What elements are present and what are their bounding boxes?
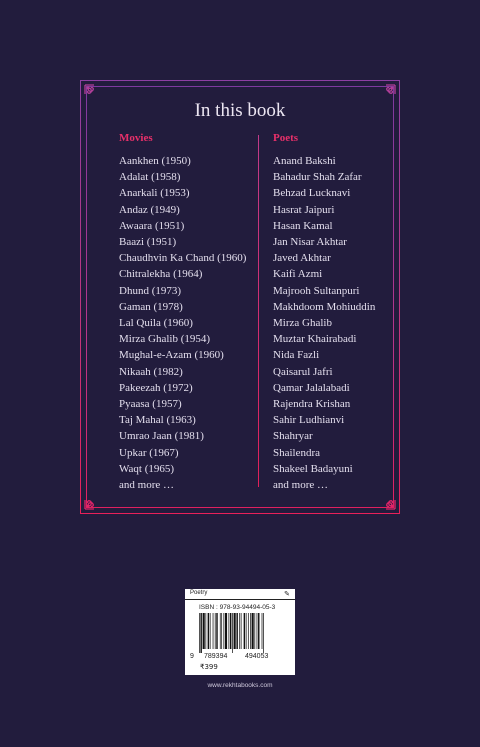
category-label: Poetry — [190, 590, 208, 596]
poet-item: Rajendra Krishan — [273, 398, 351, 411]
movie-item: Chaudhvin Ka Chand (1960) — [119, 252, 247, 265]
poet-item: Shakeel Badayuni — [273, 462, 353, 475]
poet-item: Hasrat Jaipuri — [273, 203, 335, 216]
label-header — [185, 589, 295, 600]
poet-item: Qaisarul Jafri — [273, 365, 333, 378]
barcode-digit-group-1: 789394 — [204, 653, 228, 660]
movie-item: Pakeezah (1972) — [119, 381, 193, 394]
poet-item: Hasan Kamal — [273, 219, 333, 232]
barcode-digit-prefix: 9 — [190, 653, 194, 660]
movie-item: Adalat (1958) — [119, 171, 181, 184]
poet-item: Shahryar — [273, 430, 313, 443]
movie-item: and more … — [119, 479, 174, 492]
page-title: In this book — [194, 100, 286, 121]
corner-ornament-icon — [82, 488, 106, 512]
publisher-logo-icon: ✎ — [284, 590, 290, 598]
barcode-digit-group-2: 494053 — [245, 653, 269, 660]
movie-item: Chitralekha (1964) — [119, 268, 203, 281]
movie-item: Lal Quila (1960) — [119, 317, 193, 330]
barcode-label — [185, 589, 295, 675]
barcode-icon — [199, 613, 283, 653]
corner-ornament-icon — [374, 488, 398, 512]
movie-item: Aankhen (1950) — [119, 155, 191, 167]
movie-item: Dhund (1973) — [119, 284, 182, 297]
poet-item: and more … — [273, 479, 328, 492]
poet-item: Majrooh Sultanpuri — [273, 284, 360, 297]
poet-item: Behzad Lucknavi — [273, 187, 351, 200]
poets-column — [273, 132, 375, 493]
price-text: ₹399 — [200, 663, 218, 671]
poet-item: Makhdoom Mohiuddin — [273, 300, 376, 313]
poet-item: Javed Akhtar — [273, 252, 331, 265]
movie-item: Anarkali (1953) — [119, 187, 190, 200]
movie-item: Upkar (1967) — [119, 446, 179, 459]
poet-item: Muztar Khairabadi — [273, 333, 357, 346]
movie-item: Umrao Jaan (1981) — [119, 430, 204, 443]
poet-item: Kaifi Azmi — [273, 268, 323, 281]
column-divider — [258, 135, 259, 487]
movie-item: Waqt (1965) — [119, 462, 175, 475]
poets-list — [273, 153, 375, 493]
poet-item: Anand Bakshi — [273, 155, 336, 167]
poet-item: Qamar Jalalabadi — [273, 381, 350, 394]
poet-item: Nida Fazli — [273, 349, 320, 362]
poet-item: Bahadur Shah Zafar — [273, 171, 362, 184]
poet-item: Mirza Ghalib — [273, 317, 332, 330]
movie-item: Andaz (1949) — [119, 203, 180, 216]
movie-item: Nikaah (1982) — [119, 365, 183, 378]
movie-item: Baazi (1951) — [119, 236, 177, 249]
poet-item: Sahir Ludhianvi — [273, 414, 345, 427]
poet-item: Jan Nisar Akhtar — [273, 236, 347, 249]
website-url: www.rekhtabooks.com — [207, 682, 273, 689]
movies-heading: Movies — [119, 132, 153, 144]
poets-heading: Poets — [273, 132, 299, 144]
movie-item: Taj Mahal (1963) — [119, 414, 196, 427]
isbn-text: ISBN : 978-93-94494-05-3 — [199, 604, 276, 611]
movies-list — [119, 153, 246, 493]
movie-item: Mughal-e-Azam (1960) — [119, 349, 224, 362]
movie-item: Awaara (1951) — [119, 219, 185, 232]
movies-column — [119, 132, 246, 493]
movie-item: Pyaasa (1957) — [119, 398, 182, 411]
movie-item: Mirza Ghalib (1954) — [119, 333, 211, 346]
movie-item: Gaman (1978) — [119, 300, 183, 313]
poet-item: Shailendra — [273, 446, 321, 459]
